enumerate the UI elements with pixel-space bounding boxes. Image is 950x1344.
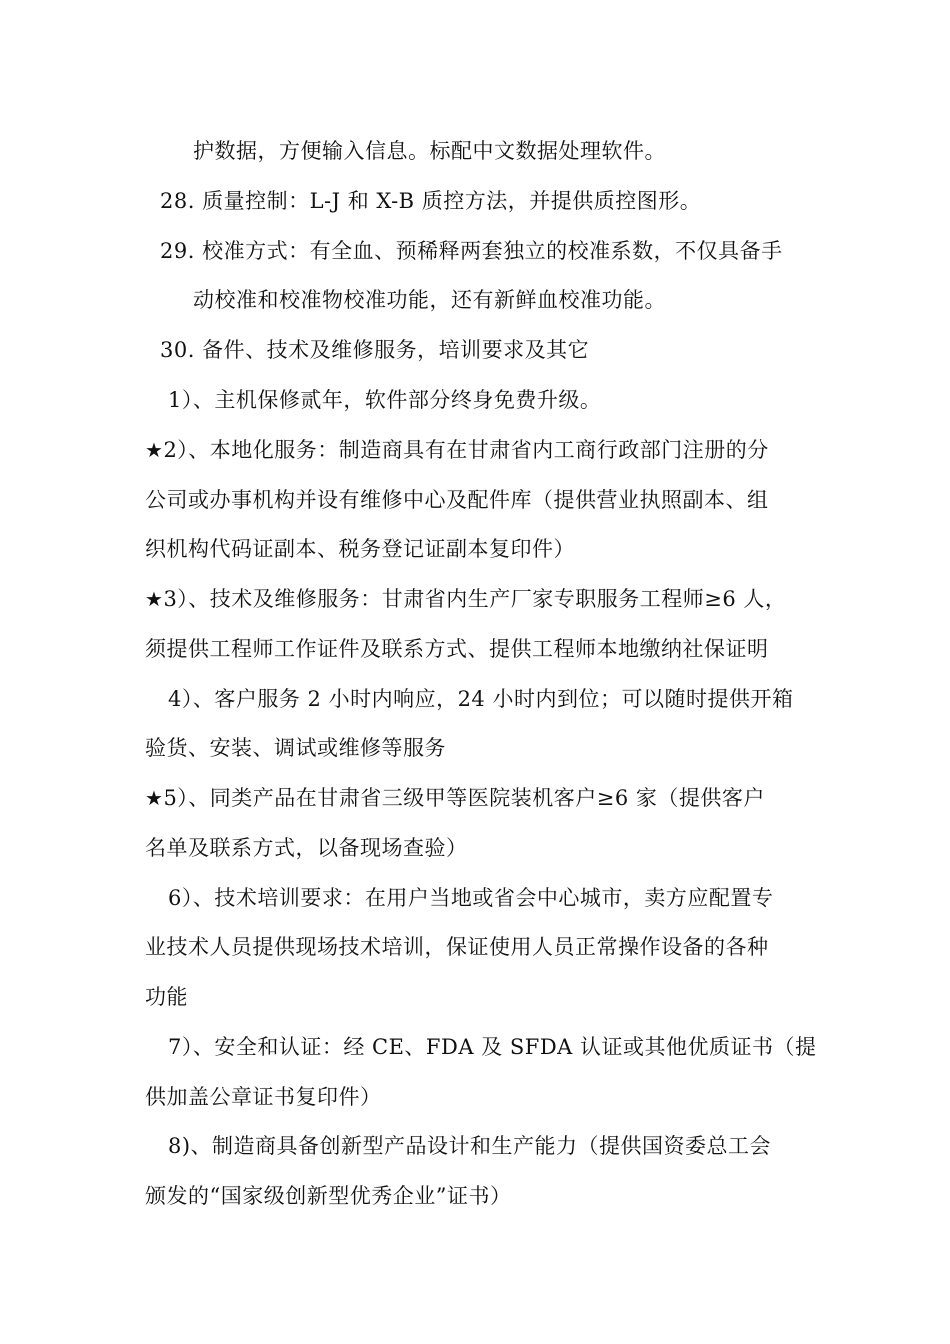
- text-line: 供加盖公章证书复印件）: [145, 1085, 382, 1109]
- text-line: 护数据，方便输入信息。标配中文数据处理软件。: [193, 139, 666, 163]
- text-line: 公司或办事机构并设有维修中心及配件库（提供营业执照副本、组: [145, 488, 769, 512]
- text-line-content: 3）、技术及维修服务：甘肃省内生产厂家专职服务工程师≥6 人，: [163, 587, 787, 611]
- text-line-content: 5）、同类产品在甘肃省三级甲等医院装机客户≥6 家（提供客户: [163, 786, 765, 810]
- text-line: 1）、主机保修贰年，软件部分终身免费升级。: [168, 388, 602, 412]
- text-line: 颁发的“国家级创新型优秀企业”证书）: [145, 1184, 512, 1208]
- text-line: 6）、技术培训要求：在用户当地或省会中心城市，卖方应配置专: [168, 886, 774, 910]
- text-line-content: 2）、本地化服务：制造商具有在甘肃省内工商行政部门注册的分: [163, 438, 769, 462]
- text-line: 业技术人员提供现场技术培训，保证使用人员正常操作设备的各种: [145, 935, 769, 959]
- star-icon: ★: [145, 587, 164, 611]
- text-line: 4）、客户服务 2 小时内响应，24 小时内到位；可以随时提供开箱: [168, 687, 794, 711]
- text-line: 功能: [145, 985, 188, 1009]
- text-line: 动校准和校准物校准功能，还有新鲜血校准功能。: [193, 288, 666, 312]
- text-line: [145, 435, 769, 465]
- text-line: 须提供工程师工作证件及联系方式、提供工程师本地缴纳社保证明: [145, 637, 769, 661]
- star-icon: ★: [145, 438, 164, 462]
- text-line: 7）、安全和认证：经 CE、FDA 及 SFDA 认证或其他优质证书（提: [168, 1035, 817, 1059]
- text-line: 名单及联系方式，以备现场查验）: [145, 836, 468, 860]
- star-icon: ★: [145, 786, 164, 810]
- text-line: 28. 质量控制：L-J 和 X-B 质控方法，并提供质控图形。: [160, 189, 702, 213]
- text-line: 29. 校准方式：有全血、预稀释两套独立的校准系数，不仅具备手: [160, 239, 783, 263]
- text-line: 30. 备件、技术及维修服务，培训要求及其它: [160, 338, 590, 362]
- text-line: [145, 584, 786, 614]
- text-line: 8)、制造商具备创新型产品设计和生产能力（提供国资委总工会: [168, 1134, 772, 1158]
- text-line: 验货、安装、调试或维修等服务: [145, 736, 446, 760]
- text-line: 织机构代码证副本、税务登记证副本复印件）: [145, 537, 575, 561]
- text-line: [145, 783, 765, 813]
